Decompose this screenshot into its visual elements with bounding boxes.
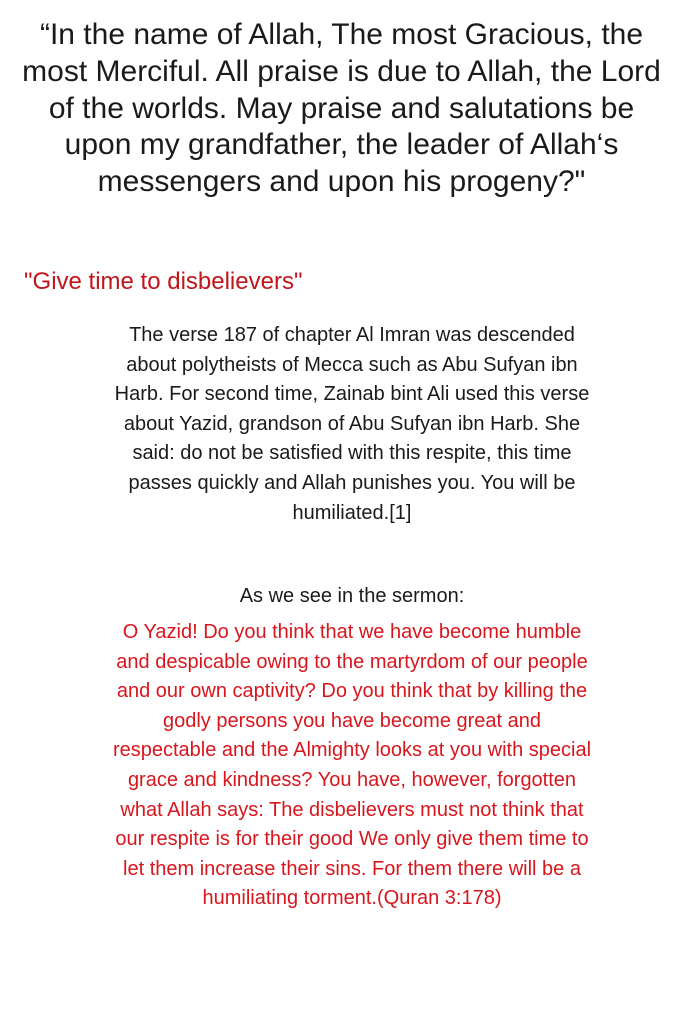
sermon-quote: O Yazid! Do you think that we have become humble and despicable owing to the martyrdom of our people and our own captivity? Do you think that by killing the godly persons you have become great and respectable and the Almighty looks at you with special grace and kindness? You have, however, forgotten what Allah says: The disbelievers must not think that our respite is for their good We only give them time to let them increase their sins. For them there will be a humiliating torment.(Quran 3:178) <box>112 621 592 910</box>
section-title: "Give time to disbelievers" <box>24 268 303 295</box>
sermon-lead-in: As we see in the sermon: <box>239 585 465 607</box>
body-paragraph: The verse 187 of chapter Al Imran was descended about polytheists of Mecca such as Abu Sufyan ibn Harb. For second time, Zainab bint Ali used this verse about Yazid, grandson of Abu Sufyan ibn Harb. She said: do not be satisfied with this respite, this time passes quickly and Allah punishes you. You will be humiliated.[1] <box>114 324 590 524</box>
opening-quote: “In the name of Allah, The most Gracious, the most Merciful. All praise is due to Allah, the Lord of the worlds. May praise and salutations be upon my grandfather, the leader of Allah‘s messengers and upon his progeny?" <box>22 18 661 199</box>
